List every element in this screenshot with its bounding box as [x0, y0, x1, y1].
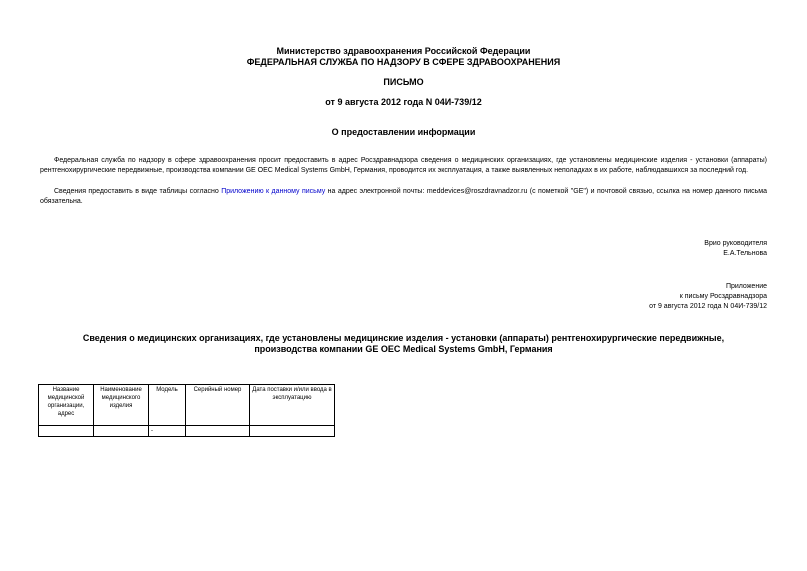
table-header-row: [39, 385, 335, 426]
header-delivery-date: Дата поставки и/или ввода в эксплуатацию: [250, 385, 335, 426]
header-model: Модель: [149, 385, 186, 426]
service-name: ФЕДЕРАЛЬНАЯ СЛУЖБА ПО НАДЗОРУ В СФЕРЕ ЗДРАВООХРАНЕНИЯ: [246, 57, 561, 67]
doc-type: ПИСЬМО: [383, 77, 424, 87]
cell-organization: [39, 426, 94, 437]
table-row: [39, 426, 335, 437]
appendix-link[interactable]: Приложению к данному письму: [221, 188, 326, 195]
body-paragraph-2: [40, 187, 767, 207]
appendix-title: Сведения о медицинских организациях, где установлены медицинские изделия - установки (аппараты) рентгенохирургические передвижные, производства компании GE OEC Medical Systems GmbH, Германия: [82, 333, 725, 354]
signature-name: Е.А.Тельнова: [723, 250, 767, 257]
appendix-letter-date: от 9 августа 2012 года N 04И-739/12: [649, 303, 767, 310]
doc-subject: О предоставлении информации: [331, 127, 476, 137]
body-paragraph-1: Федеральная служба по надзору в сфере здравоохранения просит предоставить в адрес Росздравнадзора сведения о медицинских организациях, где установлены медицинские изделия - установки (аппараты) рентгенохирургические передвижные, производства компании GE OEC Medical Systems GmbH, Германия, проводится их эксплуатация, а также выявленных неполадках в их работе, наблюдавшихся за последний год.: [40, 157, 767, 174]
signature-position: Врио руководителя: [704, 240, 767, 247]
appendix-letter-ref: к письму Росздравнадзора: [679, 293, 767, 300]
header-organization: Название медицинской организации, адрес: [39, 385, 94, 426]
info-table: [38, 384, 335, 437]
para2-text-after: на адрес электронной почты: meddevices@roszdravnadzor.ru (с пометкой "GE") и почтовой связью, ссылка на номер данного письма обязательна.: [40, 188, 768, 205]
header-serial-number: Серийный номер: [186, 385, 250, 426]
cell-device-name: [94, 426, 149, 437]
header-device-name: Наименование медицинского изделия: [94, 385, 149, 426]
doc-date: от 9 августа 2012 года N 04И-739/12: [325, 97, 482, 107]
cell-serial-number: [186, 426, 250, 437]
cell-delivery-date: [250, 426, 335, 437]
info-table-wrapper: [38, 384, 335, 437]
cell-model: -: [149, 426, 186, 437]
ministry-name: Министерство здравоохранения Российской Федерации: [276, 46, 531, 56]
appendix-label: Приложение: [725, 283, 767, 290]
para2-text-before: Сведения предоставить в виде таблицы согласно: [54, 188, 222, 195]
